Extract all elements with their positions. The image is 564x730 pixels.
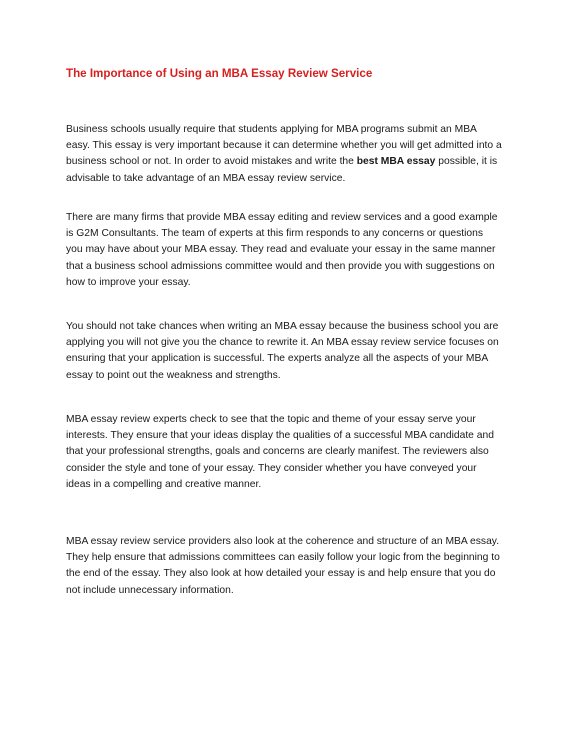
paragraph-5: MBA essay review service providers also look at the coherence and structure of an MBA essay. They help ensure that admissions committees can easily follow your logic from the beginning to the end of the essay. They also look at how detailed your essay is and help ensure that you do not include unnecessary information. xyxy=(66,536,500,596)
paragraph-4: MBA essay review experts check to see that the topic and theme of your essay serve your interests. They ensure that your ideas display the qualities of a successful MBA candidate and that your professional strengths, goals and concerns are clearly manifest. The reviewers also consider the style and tone of your essay. They consider whether you have conveyed your ideas in a compelling and creative manner. xyxy=(66,414,494,490)
paragraph-2: There are many firms that provide MBA essay editing and review services and a good example is G2M Consultants. The team of experts at this firm responds to any concerns or questions you may have about your MBA essay. They read and evaluate your essay in the same manner that a business school admissions committee would and then provide you with suggestions on how to improve your essay. xyxy=(66,212,498,288)
paragraph-1-text-end: possible, it is advisable to take advantage of an MBA essay review service. xyxy=(66,156,498,184)
paragraph-1 xyxy=(66,122,502,187)
best-mba-essay-bold-text: best MBA essay xyxy=(356,156,436,168)
paragraph-3: You should not take chances when writing an MBA essay because the business school you are applying you will not give you the chance to rewrite it. An MBA essay review service focuses on ensuring that your application is successful. The experts analyze all the aspects of your MBA essay to point out the weakness and strengths. xyxy=(66,321,499,381)
document-title: The Importance of Using an MBA Essay Review Service xyxy=(66,67,373,80)
paragraph-1-text-start: Business schools usually require that students applying for MBA programs submit an MBA easy. This essay is very important because it can determine whether you will get admitted into a business school or not. In order to avoid mistakes and write the xyxy=(66,124,502,168)
